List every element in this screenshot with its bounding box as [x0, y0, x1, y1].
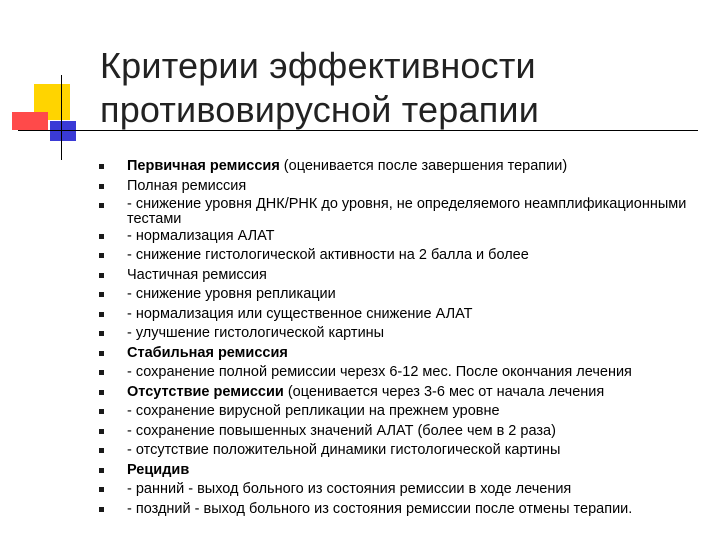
bullet-square-icon — [99, 487, 104, 492]
list-item — [98, 197, 698, 227]
list-item-text: (оценивается через 3-6 мес от начала лечения — [283, 383, 605, 400]
list-item — [98, 462, 698, 481]
list-item — [98, 501, 698, 520]
bullet-square-icon — [99, 429, 104, 434]
list-item — [98, 384, 698, 403]
list-item-text: - сохранение вирусной репликации на прежнем уровне — [127, 403, 500, 419]
list-item-text: - отсутствие положительной динамики гистологической картины — [127, 442, 561, 458]
list-item — [98, 364, 698, 383]
list-item-text: - ранний - выход больного из состояния ремиссии в ходе лечения — [127, 481, 572, 497]
decor-blue-square — [50, 121, 76, 141]
bullet-square-icon — [99, 370, 104, 375]
decor-red-rectangle — [12, 112, 48, 130]
bullet-square-icon — [99, 468, 104, 473]
list-item — [98, 306, 698, 325]
list-item-text: - сохранение полной ремиссии черезх 6-12 мес. После окончания лечения — [127, 364, 632, 380]
list-item-text: - улучшение гистологической картины — [127, 325, 385, 341]
list-item — [98, 228, 698, 247]
list-item — [98, 247, 698, 266]
bullet-list — [98, 158, 698, 520]
bullet-square-icon — [99, 292, 104, 297]
list-item — [98, 267, 698, 286]
list-item-bold-text: Рецидив — [127, 461, 190, 478]
bullet-square-icon — [99, 203, 104, 208]
slide-title — [100, 44, 700, 132]
decor-vertical-line — [61, 75, 62, 160]
bullet-square-icon — [99, 253, 104, 258]
list-item — [98, 345, 698, 364]
bullet-square-icon — [99, 331, 104, 336]
bullet-square-icon — [99, 184, 104, 189]
list-item-text: - снижение уровня ДНК/РНК до уровня, не определяемого неамплификационными тестами — [127, 196, 687, 227]
slide-title-line-1: Критерии эффективности — [100, 45, 536, 86]
list-item-text: - поздний - выход больного из состояния ремиссии после отмены терапии. — [127, 500, 633, 517]
list-item-bold-text: Отсутствие ремиссии — [127, 383, 284, 400]
list-item — [98, 325, 698, 344]
bullet-square-icon — [99, 164, 104, 169]
bullet-square-icon — [99, 273, 104, 278]
bullet-square-icon — [99, 390, 104, 395]
list-item-bold-text: Первичная ремиссия — [127, 158, 280, 174]
bullet-square-icon — [99, 507, 104, 512]
list-item — [98, 442, 698, 461]
list-item-bold-text: Стабильная ремиссия — [127, 344, 288, 361]
bullet-square-icon — [99, 448, 104, 453]
list-item — [98, 158, 698, 177]
list-item-text: Частичная ремиссия — [127, 266, 267, 283]
list-item-text: - нормализация АЛАТ — [127, 227, 275, 244]
bullet-square-icon — [99, 351, 104, 356]
list-item — [98, 178, 698, 197]
list-item-text: - снижение уровня репликации — [127, 286, 336, 302]
bullet-square-icon — [99, 312, 104, 317]
bullet-square-icon — [99, 409, 104, 414]
list-item-text: - сохранение повышенных значений АЛАТ (более чем в 2 раза) — [127, 422, 556, 439]
list-item — [98, 403, 698, 422]
list-item — [98, 423, 698, 442]
bullet-square-icon — [99, 234, 104, 239]
slide-title-line-2: противовирусной терапии — [100, 89, 540, 130]
list-item — [98, 286, 698, 305]
list-item-text: Полная ремиссия — [127, 177, 247, 194]
list-item-text: - снижение гистологической активности на 2 балла и более — [127, 247, 529, 263]
list-item-text: - нормализация или существенное снижение АЛАТ — [127, 305, 473, 322]
list-item — [98, 481, 698, 500]
list-item-text: (оценивается после завершения терапии) — [279, 158, 568, 174]
